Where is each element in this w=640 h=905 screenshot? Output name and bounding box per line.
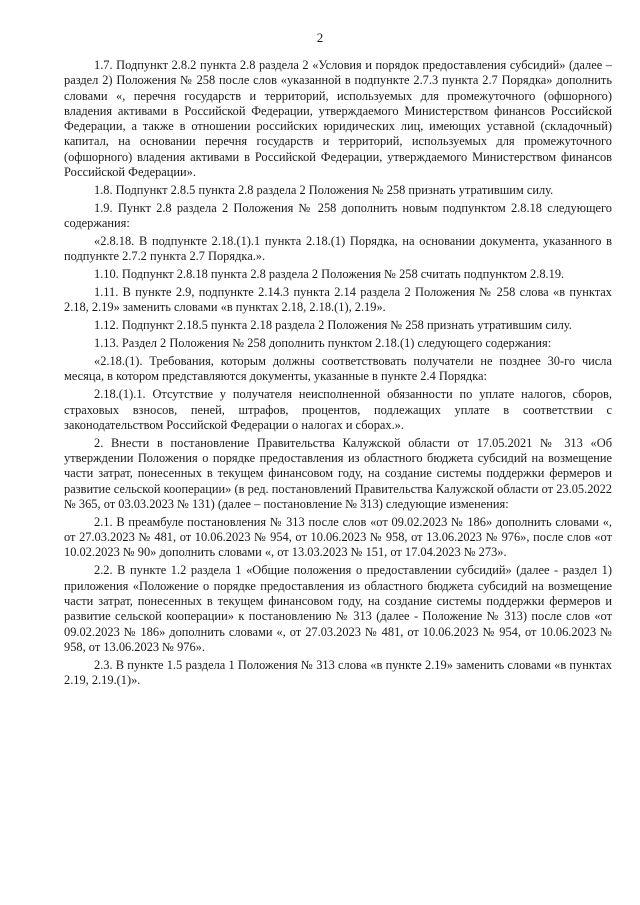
paragraph-1-8: 1.8. Подпункт 2.8.5 пункта 2.8 раздела 2 Положения № 258 признать утратившим силу. <box>94 182 554 197</box>
paragraph-1-7: 1.7. Подпункт 2.8.2 пункта 2.8 раздела 2 «Условия и порядок предоставления субсидий» (далее – раздел 2) Положения № 258 после слов «указанной в подпункте 2.7.3 пункта 2.7 Порядка» дополнить словами «, перечня государств и территорий, используемых для промежуточного (офшорного) владения активами в Российской Федерации, утверждаемого Министерством финансов Российской Федерации, а также в отношении российских юридических лиц, имеющих уставной (складочный) капитал, на основании перечня государств и территорий, используемых для промежуточного (офшорного) владения активами в Российской Федерации, утверждаемого Министерством финансов Российской Федерации». <box>64 58 612 180</box>
paragraph-2-18-1-quote: «2.18.(1). Требования, которым должны соответствовать получатели не позднее 30-го числа месяца, в котором представляются документы, указанные в пункте 2.4 Порядка: <box>64 354 612 384</box>
paragraph-2-2: 2.2. В пункте 1.2 раздела 1 «Общие положения о предоставлении субсидий» (далее - раздел 1) приложения «Положение о порядке предоставления из областного бюджета субсидий на возмещение части затрат, понесенных в текущем финансовом году, на создание системы поддержки фермеров и развитие сельской кооперации» к постановлению № 313 (далее - Положение № 313) после слов «от 09.02.2023 № 186» дополнить словами «, от 27.03.2023 № 481, от 10.06.2023 № 954, от 10.06.2023 № 958, от 13.06.2023 № 976». <box>64 563 612 654</box>
paragraph-1-10: 1.10. Подпункт 2.8.18 пункта 2.8 раздела 2 Положения № 258 считать подпунктом 2.8.19. <box>94 267 565 282</box>
paragraph-2-3: 2.3. В пункте 1.5 раздела 1 Положения № 313 слова «в пункте 2.19» заменить словами «в пунктах 2.19, 2.19.(1)». <box>64 657 612 687</box>
paragraph-2-18-1-1: 2.18.(1).1. Отсутствие у получателя неисполненной обязанности по уплате налогов, сборов, страховых взносов, пеней, штрафов, процентов, подлежащих уплате в соответствии с законодательством Российской Федерации о налогах и сборах.». <box>64 387 612 432</box>
paragraph-2-8-18-quote: «2.8.18. В подпункте 2.18.(1).1 пункта 2.18.(1) Порядка, на основании документа, указанного в подпункте 2.7.2 пункта 2.7 Порядка.». <box>64 234 612 264</box>
paragraph-1-13: 1.13. Раздел 2 Положения № 258 дополнить пунктом 2.18.(1) следующего содержания: <box>94 336 552 351</box>
page-number: 2 <box>316 30 324 45</box>
paragraph-1-12: 1.12. Подпункт 2.18.5 пункта 2.18 раздела 2 Положения № 258 признать утратившим силу. <box>94 318 572 333</box>
paragraph-2-1: 2.1. В преамбуле постановления № 313 после слов «от 09.02.2023 № 186» дополнить словами «, от 27.03.2023 № 481, от 10.06.2023 № 954, от 10.06.2023 № 958, от 13.06.2023 № 976», после слов «от 10.02.2023 № 90» дополнить словами «, от 13.03.2023 № 151, от 17.04.2023 № 273». <box>64 514 612 560</box>
paragraph-1-9: 1.9. Пункт 2.8 раздела 2 Положения № 258 дополнить новым подпунктом 2.8.18 следующего содержания: <box>64 200 612 231</box>
paragraph-2: 2. Внести в постановление Правительства Калужской области от 17.05.2021 № 313 «Об утверждении Положения о порядке предоставления из областного бюджета субсидий на возмещение части затрат, понесенных в текущем финансовом году, на создание системы поддержки фермеров и развитие сельской кооперации» (в ред. постановлений Правительства Калужской области от 23.05.2022 № 365, от 03.03.2023 № 131) (далее – постановление № 313) следующие изменения: <box>64 435 612 511</box>
paragraph-1-11: 1.11. В пункте 2.9, подпункте 2.14.3 пункта 2.14 раздела 2 Положения № 258 слова «в пунктах 2.18, 2.19» заменить словами «в пунктах 2.18, 2.18.(1), 2.19». <box>64 285 612 315</box>
document-body <box>64 58 612 691</box>
